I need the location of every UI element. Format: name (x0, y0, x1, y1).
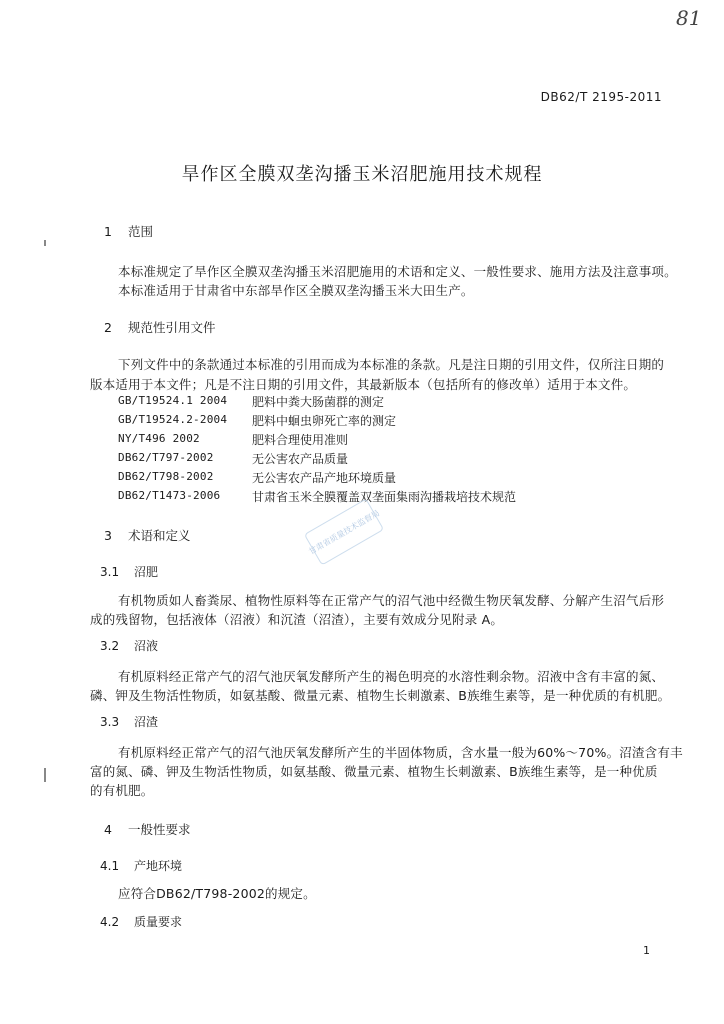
section-1-heading (104, 222, 153, 240)
section-title: 规范性引用文件 (128, 320, 216, 335)
section-1-paragraph-1: 本标准规定了旱作区全膜双垄沟播玉米沼肥施用的术语和定义、一般性要求、施用方法及注意事项。 (118, 264, 677, 279)
subsection-number: 3.3 (100, 715, 120, 729)
handwritten-page-mark: 81 (676, 6, 702, 30)
subsection-title: 质量要求 (134, 915, 183, 929)
subsection-3-3-line-1: 有机原料经正常产气的沼气池厌氧发酵所产生的半固体物质，含水量一般为60%～70%。沼渣含有丰 (118, 745, 683, 760)
official-stamp: 甘肃省质量技术监督局 (304, 498, 384, 565)
reference-title: 肥料中蛔虫卵死亡率的测定 (252, 414, 397, 428)
reference-code: DB62/T1473-2006 (118, 489, 221, 502)
subsection-3-2-heading (100, 637, 158, 654)
subsection-number: 4.1 (100, 859, 120, 873)
section-number: 4 (104, 822, 112, 837)
subsection-3-2-line-2: 磷、钾及生物活性物质，如氨基酸、微量元素、植物生长刺激素、B族维生素等，是一种优质的有机肥。 (90, 688, 671, 703)
reference-title: 肥料合理使用准则 (252, 433, 349, 447)
subsection-3-3-line-3: 的有机肥。 (90, 783, 154, 798)
subsection-3-1-heading (100, 563, 158, 580)
subsection-title: 沼渣 (134, 715, 159, 729)
reference-code: NY/T496 2002 (118, 432, 200, 445)
section-title: 术语和定义 (128, 528, 191, 543)
section-number: 3 (104, 528, 112, 543)
section-2-heading (104, 318, 216, 336)
document-title: 旱作区全膜双垄沟播玉米沼肥施用技术规程 (181, 164, 543, 185)
scan-artifact (44, 768, 46, 782)
reference-code: GB/T19524.1 2004 (118, 394, 228, 407)
subsection-3-2-line-1: 有机原料经正常产气的沼气池厌氧发酵所产生的褐色明亮的水溶性剩余物。沼液中含有丰富的氮、 (118, 669, 665, 684)
reference-code: DB62/T798-2002 (118, 470, 214, 483)
reference-code: DB62/T797-2002 (118, 451, 214, 464)
reference-title: 甘肃省玉米全膜覆盖双垄面集雨沟播栽培技术规范 (252, 490, 517, 504)
subsection-4-1-paragraph: 应符合DB62/T798-2002的规定。 (118, 886, 316, 901)
reference-title: 无公害农产品质量 (252, 452, 349, 466)
subsection-3-1-line-2: 成的残留物，包括液体（沼液）和沉渣（沼渣），主要有效成分见附录 A。 (90, 612, 504, 627)
reference-title: 无公害农产品产地环境质量 (252, 471, 397, 485)
subsection-3-3-line-2: 富的氮、磷、钾及生物活性物质，如氨基酸、微量元素、植物生长刺激素、B族维生素等，是一种优质 (90, 764, 658, 779)
section-3-heading (104, 526, 191, 544)
section-title: 范围 (128, 224, 154, 239)
section-title: 一般性要求 (128, 822, 191, 837)
subsection-3-3-heading (100, 713, 158, 730)
subsection-title: 沼液 (134, 639, 159, 653)
subsection-4-2-heading (100, 913, 182, 930)
reference-code: GB/T19524.2-2004 (118, 413, 228, 426)
standard-number: DB62/T 2195-2011 (540, 90, 662, 104)
subsection-number: 3.1 (100, 565, 120, 579)
section-2-paragraph-line-1: 下列文件中的条款通过本标准的引用而成为本标准的条款。凡是注日期的引用文件，仅所注日期的 (118, 357, 665, 372)
subsection-title: 产地环境 (134, 859, 183, 873)
reference-title: 肥料中粪大肠菌群的测定 (252, 395, 385, 409)
section-number: 2 (104, 320, 112, 335)
subsection-number: 4.2 (100, 915, 120, 929)
subsection-4-1-heading (100, 857, 182, 874)
page-number: 1 (643, 944, 650, 957)
section-2-paragraph-line-2: 版本适用于本文件；凡是不注日期的引用文件，其最新版本（包括所有的修改单）适用于本文件。 (90, 377, 637, 392)
section-number: 1 (104, 224, 112, 239)
subsection-title: 沼肥 (134, 565, 159, 579)
section-4-heading (104, 820, 191, 838)
section-1-paragraph-2: 本标准适用于甘肃省中东部旱作区全膜双垄沟播玉米大田生产。 (118, 283, 474, 298)
subsection-3-1-line-1: 有机物质如人畜粪尿、植物性原料等在正常产气的沼气池中经微生物厌氧发酵、分解产生沼气后形 (118, 593, 665, 608)
subsection-number: 3.2 (100, 639, 120, 653)
scan-artifact (44, 240, 46, 246)
